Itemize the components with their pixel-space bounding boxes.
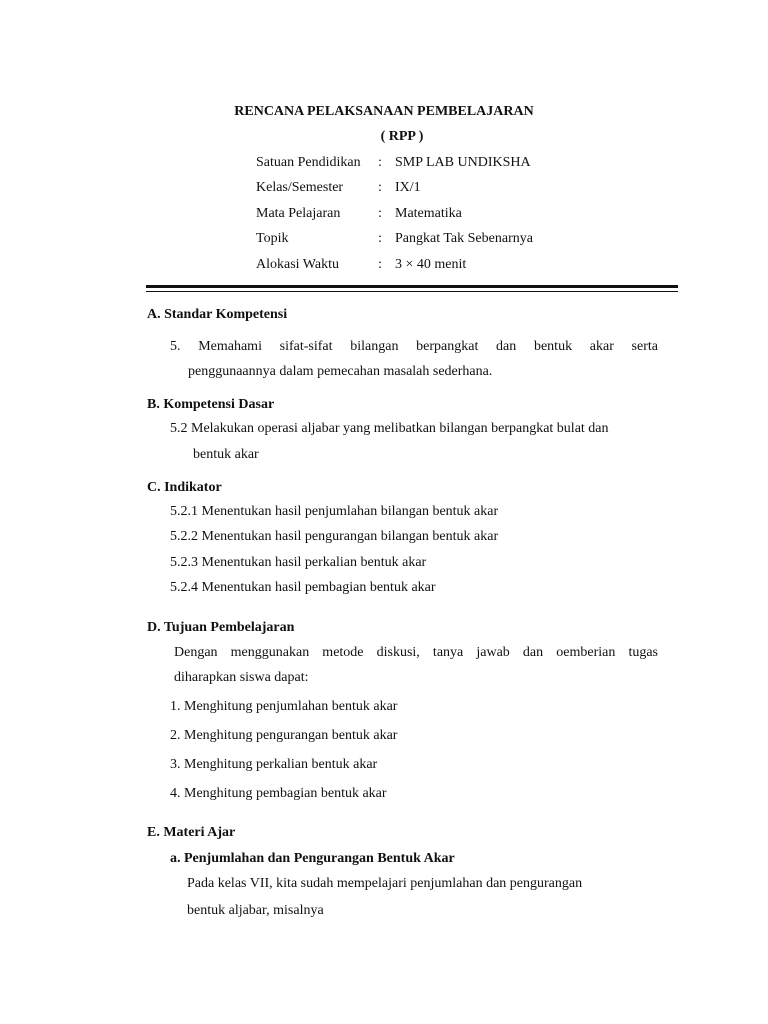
objective-item: 4. Menghitung pembagian bentuk akar — [170, 786, 387, 801]
section-e-text: bentuk aljabar, misalnya — [187, 903, 324, 918]
section-heading-d: D. Tujuan Pembelajaran — [147, 620, 295, 635]
section-a-text: penggunaannya dalam pemecahan masalah sederhana. — [188, 364, 493, 379]
section-heading-a: A. Standar Kompetensi — [147, 307, 288, 322]
info-label: Kelas/Semester — [256, 180, 344, 195]
info-value: SMP LAB UNDIKSHA — [395, 155, 531, 170]
info-value: 3 × 40 menit — [395, 257, 467, 272]
objective-item: 1. Menghitung penjumlahan bentuk akar — [170, 699, 398, 714]
info-separator: : — [378, 180, 382, 195]
objective-item: 3. Menghitung perkalian bentuk akar — [170, 757, 378, 772]
indicator-item: 5.2.2 Menentukan hasil pengurangan bilangan bentuk akar — [170, 529, 499, 544]
info-separator: : — [378, 231, 382, 246]
section-a-text: 5. Memahami sifat-sifat bilangan berpangkat dan bentuk akar serta — [170, 339, 658, 354]
info-value: Matematika — [395, 206, 462, 221]
header-divider — [146, 285, 678, 288]
info-value: Pangkat Tak Sebenarnya — [395, 231, 533, 246]
info-label: Topik — [256, 231, 289, 246]
info-value: IX/1 — [395, 180, 421, 195]
section-b-text: bentuk akar — [193, 447, 259, 462]
info-separator: : — [378, 155, 382, 170]
header-divider — [146, 291, 678, 292]
objective-item: 2. Menghitung pengurangan bentuk akar — [170, 728, 398, 743]
info-label: Alokasi Waktu — [256, 257, 339, 272]
section-d-text: Dengan menggunakan metode diskusi, tanya jawab dan oemberian tugas — [174, 645, 658, 660]
document-subtitle: ( RPP ) — [380, 129, 424, 144]
section-d-text: diharapkan siswa dapat: — [174, 670, 309, 685]
section-heading-c: C. Indikator — [147, 480, 222, 495]
info-separator: : — [378, 206, 382, 221]
indicator-item: 5.2.1 Menentukan hasil penjumlahan bilangan bentuk akar — [170, 504, 499, 519]
section-heading-e: E. Materi Ajar — [147, 825, 236, 840]
section-heading-b: B. Kompetensi Dasar — [147, 397, 275, 412]
indicator-item: 5.2.4 Menentukan hasil pembagian bentuk akar — [170, 580, 436, 595]
document-title: RENCANA PELAKSANAAN PEMBELAJARAN — [234, 104, 534, 119]
section-e-subheading: a. Penjumlahan dan Pengurangan Bentuk Akar — [170, 851, 455, 866]
info-label: Mata Pelajaran — [256, 206, 341, 221]
info-separator: : — [378, 257, 382, 272]
section-b-text: 5.2 Melakukan operasi aljabar yang melibatkan bilangan berpangkat bulat dan — [170, 421, 609, 436]
indicator-item: 5.2.3 Menentukan hasil perkalian bentuk akar — [170, 555, 427, 570]
section-e-text: Pada kelas VII, kita sudah mempelajari penjumlahan dan pengurangan — [187, 876, 583, 891]
info-label: Satuan Pendidikan — [256, 155, 361, 170]
